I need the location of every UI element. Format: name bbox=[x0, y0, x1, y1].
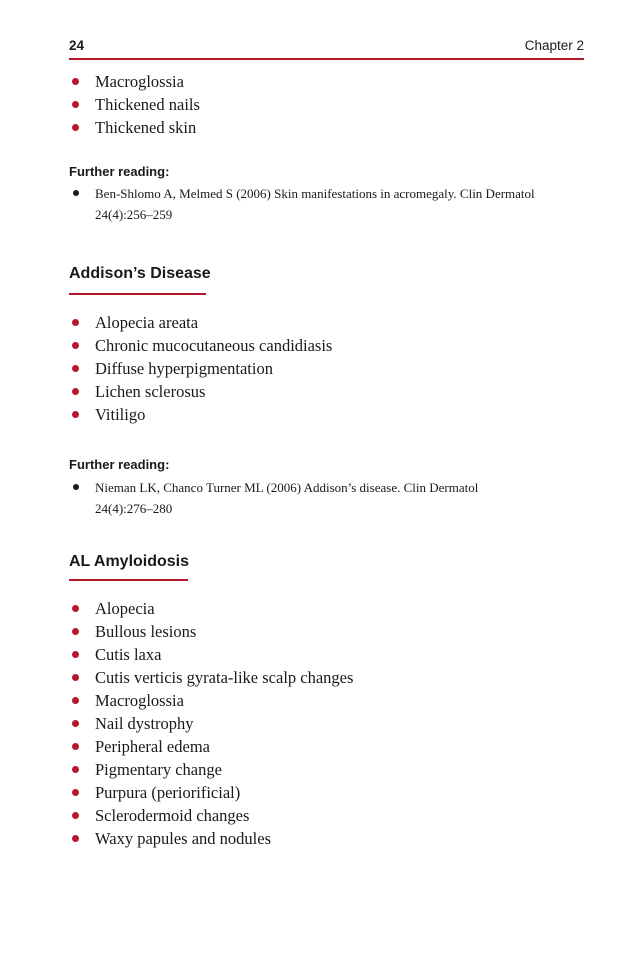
list-item: Cutis laxa bbox=[70, 643, 353, 666]
chapter-label: Chapter 2 bbox=[524, 38, 584, 53]
section-rule bbox=[69, 293, 206, 295]
bullet-icon bbox=[73, 190, 79, 196]
bullet-icon bbox=[72, 342, 79, 349]
list-item: Thickened nails bbox=[70, 93, 200, 116]
list-item: Alopecia bbox=[70, 597, 353, 620]
section-heading-al-amyloidosis: AL Amyloidosis bbox=[69, 553, 190, 570]
section-rule bbox=[69, 579, 188, 581]
bullet-icon bbox=[72, 743, 79, 750]
bullet-icon bbox=[72, 388, 79, 395]
list-item: Alopecia areata bbox=[70, 311, 332, 334]
list-item: Nail dystrophy bbox=[70, 712, 353, 735]
list-item: Thickened skin bbox=[70, 116, 200, 139]
list-item: Bullous lesions bbox=[70, 620, 353, 643]
reference-line-2: 24(4):256–259 bbox=[95, 207, 173, 222]
bullet-icon bbox=[72, 697, 79, 704]
list-item: Purpura (periorificial) bbox=[70, 781, 353, 804]
bullet-icon bbox=[72, 124, 79, 131]
bullet-icon bbox=[72, 720, 79, 727]
list-item: Macroglossia bbox=[70, 70, 200, 93]
reference-line-1: Ben-Shlomo A, Melmed S (2006) Skin manifestations in acromegaly. Clin Dermatol bbox=[95, 186, 535, 201]
bullet-icon bbox=[72, 651, 79, 658]
list-item: Cutis verticis gyrata-like scalp changes bbox=[70, 666, 353, 689]
bullet-icon bbox=[72, 674, 79, 681]
list-item: Vitiligo bbox=[70, 403, 332, 426]
bullet-icon bbox=[72, 766, 79, 773]
bullet-icon bbox=[72, 605, 79, 612]
bullet-icon bbox=[72, 628, 79, 635]
running-head bbox=[69, 38, 584, 58]
bullet-icon bbox=[72, 101, 79, 108]
further-reading-label: Further reading: bbox=[69, 457, 170, 472]
reference-line-2: 24(4):276–280 bbox=[95, 501, 173, 516]
bullet-icon bbox=[72, 835, 79, 842]
bullet-icon bbox=[72, 812, 79, 819]
list-item: Sclerodermoid changes bbox=[70, 804, 353, 827]
al-amyloidosis-bullet-list bbox=[70, 597, 353, 850]
list-item: Waxy papules and nodules bbox=[70, 827, 353, 850]
reference-line-1: Nieman LK, Chanco Turner ML (2006) Addison’s disease. Clin Dermatol bbox=[95, 480, 479, 495]
bullet-icon bbox=[72, 319, 79, 326]
section-heading-addisons: Addison’s Disease bbox=[69, 265, 211, 282]
bullet-icon bbox=[73, 484, 79, 490]
bullet-icon bbox=[72, 789, 79, 796]
list-item: Lichen sclerosus bbox=[70, 380, 332, 403]
bullet-icon bbox=[72, 365, 79, 372]
bullet-icon bbox=[72, 411, 79, 418]
list-item: Peripheral edema bbox=[70, 735, 353, 758]
list-item: Diffuse hyperpigmentation bbox=[70, 357, 332, 380]
header-rule bbox=[69, 58, 584, 60]
reference-entry bbox=[70, 477, 590, 519]
addisons-bullet-list bbox=[70, 311, 332, 426]
bullet-icon bbox=[72, 78, 79, 85]
list-item: Macroglossia bbox=[70, 689, 353, 712]
page-number: 24 bbox=[69, 38, 85, 53]
intro-bullet-list bbox=[70, 70, 200, 139]
list-item: Chronic mucocutaneous candidiasis bbox=[70, 334, 332, 357]
reference-entry bbox=[70, 183, 590, 225]
list-item: Pigmentary change bbox=[70, 758, 353, 781]
further-reading-label: Further reading: bbox=[69, 164, 170, 179]
